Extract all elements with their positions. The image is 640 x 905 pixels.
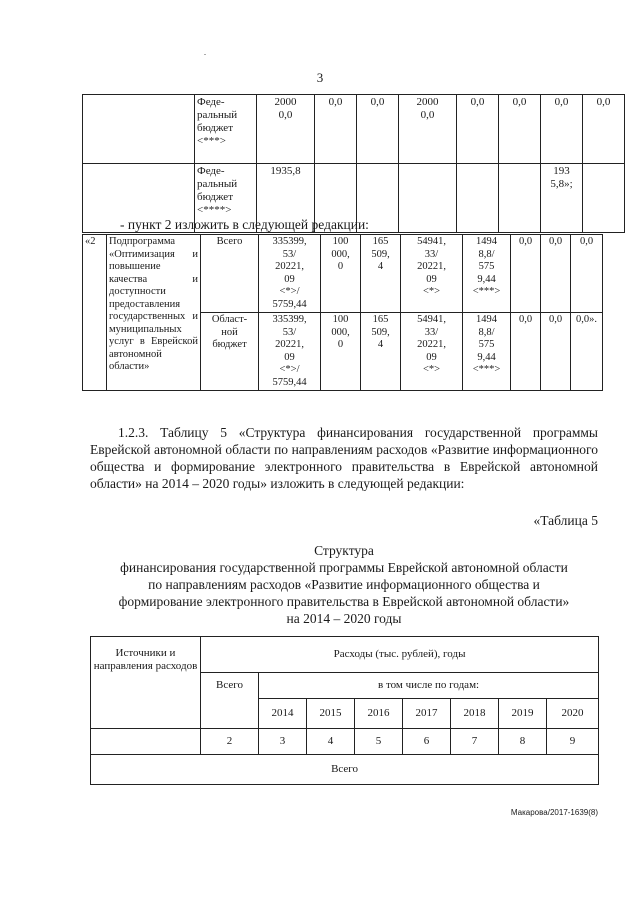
value-cell: 0,0 <box>511 235 541 313</box>
title-line: формирование электронного правительства в Еврейской автономной области» <box>118 594 570 609</box>
value-cell: 193 5,8»; <box>541 164 583 233</box>
value-cell <box>499 164 541 233</box>
financing-table-continuation <box>82 94 625 233</box>
year-cell: 2018 <box>451 699 499 729</box>
value-cell: 0,0 <box>511 313 541 391</box>
header-sources: Источники и направления расходов <box>91 637 201 729</box>
value-cell: 0,0 <box>541 95 583 164</box>
structure-title <box>80 542 608 627</box>
value-cell <box>457 164 499 233</box>
title-line: на 2014 – 2020 годы <box>286 611 402 626</box>
title-line: Структура <box>314 543 374 558</box>
value-cell <box>583 164 625 233</box>
value-cell: 2000 0,0 <box>257 95 315 164</box>
value-cell: 100 000, 0 <box>321 235 361 313</box>
table-row <box>91 637 599 673</box>
table-row <box>91 729 599 755</box>
value-cell: 0,0 <box>541 313 571 391</box>
value-cell: 54941, 33/ 20221, 09 <*> <box>401 313 463 391</box>
table-label: «Таблица 5 <box>533 513 598 528</box>
year-cell: 2015 <box>307 699 355 729</box>
value-cell: 0,0 <box>571 235 603 313</box>
column-number: 6 <box>403 729 451 755</box>
value-cell: 0,0 <box>499 95 541 164</box>
source-cell: Област- ной бюджет <box>201 313 259 391</box>
year-cell: 2016 <box>355 699 403 729</box>
value-cell: 54941, 33/ 20221, 09 <*> <box>401 235 463 313</box>
value-cell: 335399, 53/ 20221, 09 <*>/ 5759,44 <box>259 235 321 313</box>
header-total: Всего <box>201 673 259 729</box>
value-cell: 1494 8,8/ 575 9,44 <***> <box>463 235 511 313</box>
value-cell <box>399 164 457 233</box>
value-cell: 0,0 <box>541 235 571 313</box>
source-cell: Феде- ральный бюджет <****> <box>195 164 257 233</box>
value-cell: 0,0 <box>583 95 625 164</box>
year-cell: 2019 <box>499 699 547 729</box>
value-cell: 165 509, 4 <box>361 235 401 313</box>
instruction-text: - пункт 2 изложить в следующей редакции: <box>120 217 369 232</box>
year-cell: 2014 <box>259 699 307 729</box>
column-number: 2 <box>201 729 259 755</box>
value-cell: 100 000, 0 <box>321 313 361 391</box>
value-cell: 1494 8,8/ 575 9,44 <***> <box>463 313 511 391</box>
value-cell: 2000 0,0 <box>399 95 457 164</box>
footer-code: Макарова/2017-1639(8) <box>510 808 598 817</box>
total-row: Всего <box>91 755 599 785</box>
amendment-paragraph: 1.2.3. Таблицу 5 «Структура финансирования государственной программы Еврейской автономной области по направлениям расходов «Развитие информационного общества и формирование электронного правительства в Еврейской автономной области» на 2014 – 2020 годы» изложить в следующей редакции: <box>90 425 598 491</box>
value-cell: 165 509, 4 <box>361 313 401 391</box>
value-cell: 0,0 <box>457 95 499 164</box>
column-number: 9 <box>547 729 599 755</box>
column-number: 5 <box>355 729 403 755</box>
source-cell: Всего <box>201 235 259 313</box>
title-line: по направлениям расходов «Развитие информационного общества и <box>148 577 540 592</box>
column-number: 8 <box>499 729 547 755</box>
table-row <box>83 95 625 164</box>
column-number: 7 <box>451 729 499 755</box>
page-number: 3 <box>316 70 324 85</box>
value-cell: 0,0 <box>357 95 399 164</box>
table-row <box>91 755 599 785</box>
value-cell: 1935,8 <box>257 164 315 233</box>
subprogram-table <box>82 234 603 391</box>
subprogram-name: Подпрограмма «Оптимизация и повышение качества и доступности предоставления государственных и муниципальных услуг в Еврейской автономной области» <box>107 235 201 391</box>
value-cell: 335399, 53/ 20221, 09 <*>/ 5759,44 <box>259 313 321 391</box>
title-line: финансирования государственной программы Еврейской автономной области <box>120 560 568 575</box>
column-number: 3 <box>259 729 307 755</box>
year-cell: 2020 <box>547 699 599 729</box>
stray-mark: . <box>204 48 206 57</box>
value-cell: 0,0». <box>571 313 603 391</box>
header-by-year: в том числе по годам: <box>259 673 599 699</box>
table-row <box>83 235 603 313</box>
column-number: 4 <box>307 729 355 755</box>
structure-table <box>90 636 599 785</box>
value-cell: 0,0 <box>315 95 357 164</box>
year-cell: 2017 <box>403 699 451 729</box>
header-expenses: Расходы (тыс. рублей), годы <box>201 637 599 673</box>
row-number: «2 <box>83 235 107 391</box>
source-cell: Феде- ральный бюджет <***> <box>195 95 257 164</box>
